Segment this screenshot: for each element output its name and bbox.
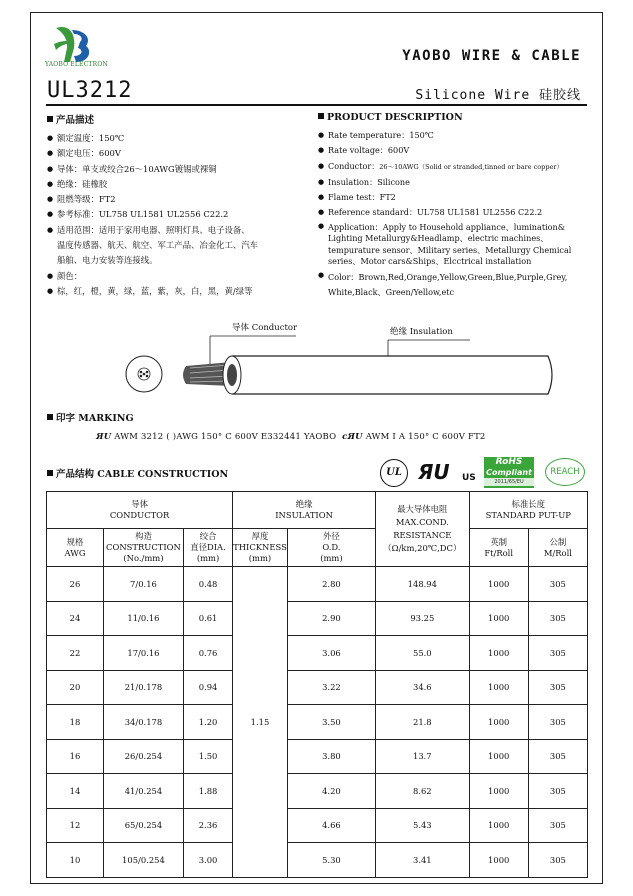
- table-cell-dia: 2.36: [183, 808, 232, 843]
- table-cell-m: 305: [528, 739, 587, 774]
- table-cell-ft: 1000: [469, 636, 528, 671]
- table-cell-cons: 17/0.16: [104, 636, 184, 671]
- table-cell-m: 305: [528, 567, 587, 602]
- table-row: [47, 739, 588, 774]
- table-cell-res: 21.8: [376, 705, 470, 740]
- list-item: ● 额定温度：150℃: [47, 131, 307, 146]
- certification-badges: [380, 457, 590, 491]
- list-item: ● 参考标准：UL758 UL1581 UL2556 C22.2: [47, 207, 307, 222]
- table-cell-cons: 105/0.254: [104, 843, 184, 878]
- insulation-body-icon: [223, 356, 552, 394]
- table-cell-od: 2.80: [287, 567, 375, 602]
- table-cell-dia: 1.50: [183, 739, 232, 774]
- table-row: [47, 808, 588, 843]
- ft-roll-header: 英制 Ft/Roll: [469, 529, 528, 567]
- table-row: [47, 774, 588, 809]
- table-cell-ft: 1000: [469, 774, 528, 809]
- table-cell-od: 5.30: [287, 843, 375, 878]
- resistance-header: 最大导体电阻 MAX.COND. RESISTANCE （Ω/km,20℃,DC）: [376, 492, 470, 567]
- list-item: 温度传感器、航天、航空、军工产品、冶金化工、汽车: [57, 240, 258, 251]
- ul-listed-icon: UL: [380, 459, 408, 487]
- ur-mark-icon: ЯU: [96, 432, 112, 442]
- list-item: ● 绝缘：硅橡胶: [47, 177, 307, 192]
- table-row: [47, 670, 588, 705]
- list-item: ● 颜色：: [47, 269, 307, 284]
- bullet-square-icon: [47, 414, 53, 420]
- table-cell-m: 305: [528, 774, 587, 809]
- cn-description: [47, 112, 307, 299]
- list-item: ● Flame test：FT2: [318, 190, 598, 205]
- list-item: ● 阻燃等级：FT2: [47, 192, 307, 207]
- table-cell-cons: 11/0.16: [104, 601, 184, 636]
- product-subtitle: Silicone Wire 硅胶线: [415, 88, 581, 103]
- table-cell-ft: 1000: [469, 739, 528, 774]
- brand-name: YAOBO WIRE & CABLE: [402, 48, 581, 64]
- table-row: [47, 567, 588, 602]
- table-cell-awg: 18: [47, 705, 104, 740]
- list-item: ● Insulation：Silicone: [318, 175, 598, 190]
- table-cell-ft: 1000: [469, 843, 528, 878]
- table-cell-dia: 1.88: [183, 774, 232, 809]
- table-cell-m: 305: [528, 705, 587, 740]
- table-cell-ft: 1000: [469, 601, 528, 636]
- header-rule: [46, 104, 587, 106]
- table-cell-cons: 21/0.178: [104, 670, 184, 705]
- table-cell-res: 13.7: [376, 739, 470, 774]
- m-roll-header: 公制 M/Roll: [528, 529, 587, 567]
- conductor-label: 导体 Conductor: [232, 323, 298, 333]
- model-title: UL3212: [47, 78, 133, 103]
- table-cell-res: 3.41: [376, 843, 470, 878]
- thickness-cell: 1.15: [233, 567, 288, 878]
- list-item: ● 额定电压：600V: [47, 146, 307, 161]
- table-cell-dia: 0.61: [183, 601, 232, 636]
- od-header: 外径 O.D. (mm): [287, 529, 375, 567]
- table-cell-awg: 14: [47, 774, 104, 809]
- table-cell-awg: 10: [47, 843, 104, 878]
- putup-header: 标准长度 STANDARD PUT-UP: [469, 492, 587, 529]
- table-cell-m: 305: [528, 636, 587, 671]
- list-item: ● 棕，红，橙，黄，绿，蓝，紫，灰，白，黑，黄/绿等: [47, 284, 307, 299]
- table-cell-awg: 16: [47, 739, 104, 774]
- reach-badge: REACH: [545, 458, 585, 486]
- table-cell-awg: 20: [47, 670, 104, 705]
- table-cell-cons: 7/0.16: [104, 567, 184, 602]
- table-cell-m: 305: [528, 843, 587, 878]
- table-cell-awg: 26: [47, 567, 104, 602]
- marking-heading: 印字 MARKING: [47, 410, 134, 424]
- list-item: ● Conductor：26～10AWG（Solid or stranded,tinned or bare copper）: [318, 159, 598, 175]
- table-cell-od: 3.06: [287, 636, 375, 671]
- thickness-header: 厚度 THICKNESS (mm): [233, 529, 288, 567]
- us-mark: US: [462, 473, 476, 483]
- cn-heading: 产品描述: [47, 112, 307, 126]
- construction-col-header: 构造 CONSTRUCTION (No./mm): [104, 529, 184, 567]
- diameter-header: 绞合 直径DIA. (mm): [183, 529, 232, 567]
- awg-header: 规格 AWG: [47, 529, 104, 567]
- table-cell-awg: 22: [47, 636, 104, 671]
- en-heading: PRODUCT DESCRIPTION: [318, 112, 598, 123]
- table-cell-m: 305: [528, 670, 587, 705]
- table-cell-res: 148.94: [376, 567, 470, 602]
- construction-table: [46, 491, 588, 878]
- table-cell-res: 55.0: [376, 636, 470, 671]
- insulation-label: 绝缘 Insulation: [390, 327, 453, 337]
- cn-spec-list: [47, 131, 307, 299]
- table-cell-res: 8.62: [376, 774, 470, 809]
- construction-heading: 产品结构 CABLE CONSTRUCTION: [47, 466, 228, 480]
- list-item: ● Application：Apply to Household appliance、lumination& Lighting Metallurgy&Headlamp、electric machines、 tempurature sensor、Military series、Metallurgy Chemical series、Motor cars&Ships、Elcctrical installation: [318, 221, 598, 268]
- conductor-header: 导体 CONDUCTOR: [47, 492, 233, 529]
- table-cell-od: 4.20: [287, 774, 375, 809]
- list-item: ● Rate voltage：600V: [318, 143, 598, 158]
- table-cell-od: 4.66: [287, 808, 375, 843]
- table-cell-res: 5.43: [376, 808, 470, 843]
- bullet-square-icon: [318, 113, 324, 119]
- ur-recognized-icon: ЯU: [418, 460, 450, 484]
- table-cell-od: 3.22: [287, 670, 375, 705]
- list-item: ● 导体：单支或绞合26～10AWG镀锡或裸铜: [47, 162, 307, 177]
- table-cell-cons: 65/0.254: [104, 808, 184, 843]
- list-item: ● Rate temperature：150℃: [318, 128, 598, 143]
- insulation-header: 绝缘 INSULATION: [233, 492, 376, 529]
- cur-mark-icon: cЯU: [342, 432, 363, 442]
- table-cell-cons: 34/0.178: [104, 705, 184, 740]
- en-description: [318, 112, 598, 300]
- table-cell-ft: 1000: [469, 705, 528, 740]
- table-cell-cons: 41/0.254: [104, 774, 184, 809]
- table-cell-od: 2.90: [287, 601, 375, 636]
- table-cell-dia: 1.20: [183, 705, 232, 740]
- table-cell-ft: 1000: [469, 808, 528, 843]
- table-row: [47, 843, 588, 878]
- en-spec-list: [318, 128, 598, 300]
- table-cell-cons: 26/0.254: [104, 739, 184, 774]
- table-cell-awg: 24: [47, 601, 104, 636]
- cable-diagram: [110, 318, 560, 413]
- marking-text: ЯU AWM 3212 ( )AWG 150° C 600V E332441 YAOBO cЯU AWM I A 150° C 600V FT2: [96, 432, 486, 442]
- table-cell-awg: 12: [47, 808, 104, 843]
- table-cell-dia: 0.94: [183, 670, 232, 705]
- rohs-badge: RoHS Compliant 2011/65/EU: [484, 457, 534, 488]
- list-item: 船舶、电力安装等连接线。: [57, 255, 158, 266]
- table-row: [47, 601, 588, 636]
- table-cell-res: 93.25: [376, 601, 470, 636]
- table-cell-m: 305: [528, 808, 587, 843]
- table-row: [47, 705, 588, 740]
- table-cell-od: 3.80: [287, 739, 375, 774]
- table-cell-ft: 1000: [469, 567, 528, 602]
- table-cell-dia: 3.00: [183, 843, 232, 878]
- table-row: [47, 636, 588, 671]
- table-cell-dia: 0.76: [183, 636, 232, 671]
- table-cell-res: 34.6: [376, 670, 470, 705]
- list-item: ● Reference standard：UL758 UL1581 UL2556 C22.2: [318, 205, 598, 220]
- table-cell-ft: 1000: [469, 670, 528, 705]
- logo-text: YAOBO ELECTRON: [45, 61, 108, 68]
- list-item: ● Color：Brown,Red,Orange,Yellow,Green,Blue,Purple,Grey, White,Black、Green/Yellow,etc: [318, 268, 598, 300]
- cross-section-icon: [126, 356, 162, 392]
- list-item: ● 适用范围：适用于家用电器、照明灯具、电子设备、: [47, 223, 307, 238]
- table-cell-m: 305: [528, 601, 587, 636]
- bullet-square-icon: [47, 116, 53, 122]
- bullet-square-icon: [47, 470, 53, 476]
- table-cell-dia: 0.48: [183, 567, 232, 602]
- table-cell-od: 3.50: [287, 705, 375, 740]
